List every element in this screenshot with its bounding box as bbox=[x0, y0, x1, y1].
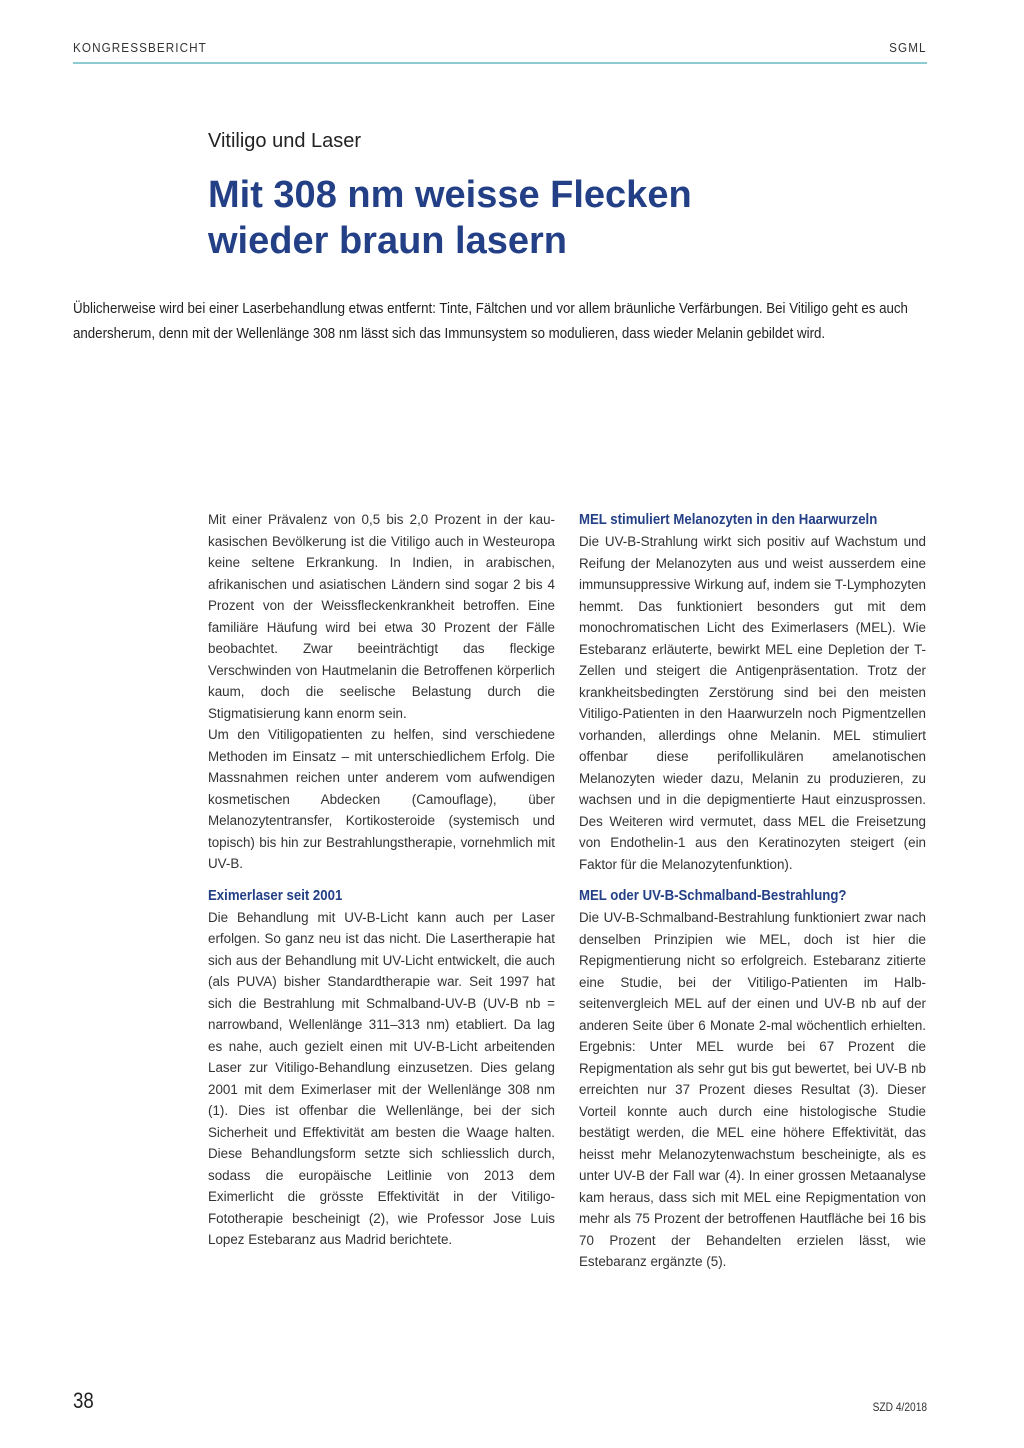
paragraph: Die Behandlung mit UV-B-Licht kann auch per Laser erfolgen. So ganz neu ist das nicht. Die Lasertherapie hat sich aus der Behandlung mit UV-Licht entwickelt, die auch (als PUVA) bisher Standardtherapie war. Seit 1997 hat sich die Bestrahlung mit Schmalband-UV-B (UV-B nb = narrowband, Wellenlänge 311–313 nm) etabliert. Da lag es nahe, auch gezielt einen mit UV-B-Licht arbeitenden Laser zur Vitiligo-Behandlung einzusetzen. Dies gelang 2001 mit dem Eximerlaser mit der Wellenlänge 308 nm (1). Dies ist offenbar die Wellenlänge, bei der sich Sicherheit und Effektivität am besten die Waage halten. Diese Behandlungsform setzte sich schliesslich durch, sodass die europäische Leitlinie von 2013 dem Eximerlicht die grösste Effektivität in der Vitiligo-Fototherapie bescheinigt (2), wie Professor Jose Luis Lopez Estebaranz aus Madrid berichtete. bbox=[208, 909, 555, 1247]
page-footer bbox=[73, 1388, 927, 1414]
paragraph: Die UV-B-Schmalband-Bestrahlung funktioniert zwar nach denselben Prinzipien wie MEL, doch ist hier die Repigmentierung nicht so erfolgreich. Estebaranz zitierte eine Studie, bei der Vitiligo-Patienten im Halbseitenvergleich MEL auf der einen und UV-B nb auf der anderen Seite über 6 Monate 2-mal wöchentlich erhielten. Ergebnis: Unter MEL wurde bei 67 Prozent die Repigmentation als sehr gut bis gut bewertet, bei UV-B nb erreichten nur 37 Prozent dieses Resultat (3). Dieser Vorteil konnte auch durch eine histologische Studie bestätigt werden, die MEL eine höhere Effektivität, das heisst mehr Melanozytenwachstum bescheinigte, als es unter UV-B der Fall war (4). In einer grossen Metaanalyse kam heraus, dass sich mit MEL eine Repigmentation von mehr als 75 Prozent der betroffenen Hautfläche bei 16 bis 70 Prozent der Behandelten erzielen lässt, wie Estebaranz ergänzte (5). bbox=[579, 910, 926, 1269]
society-label: SGML bbox=[889, 40, 927, 55]
column-left bbox=[208, 509, 555, 1251]
section-heading: MEL oder UV-B-Schmalband-Bestrahlung? bbox=[579, 887, 847, 904]
header-rule bbox=[73, 62, 927, 64]
running-head bbox=[73, 40, 927, 55]
article-title bbox=[208, 172, 828, 264]
title-line-1: Mit 308 nm weisse Flecken bbox=[208, 174, 692, 216]
title-line-2: wieder braun lasern bbox=[208, 220, 568, 262]
section-label: KONGRESSBERICHT bbox=[73, 40, 207, 55]
paragraph: Die UV-B-Strahlung wirkt sich positiv auf Wachstum und Reifung der Melanozyten aus und weist ausserdem eine immunsuppressive Wirkung auf, indem sie T-Lymphozyten hemmt. Das funktioniert besonders gut mit dem monochromatischen Licht des Eximerlasers (MEL). Wie Estebaranz erläuterte, bewirkt MEL eine Depletion der T-Zellen und steigert die Antigenpräsentation. Trotz der krankheitsbedingten Zerstörung sind bei den meisten Vitiligo-Patienten in den Haarwurzeln noch Pigmentzellen vorhanden, allerdings ohne Melanin. MEL stimuliert offenbar diese perifollikulären amelanotischen Melanozyten wieder dazu, Melanin zu produzieren, zu wachsen und in die depigmentierte Haut einzusprossen. Des Weiteren wird vermutet, dass MEL die Freisetzung von Endothelin-1 aus den Keratinozyten steigert (ein Faktor für die Melanozytenfunktion). bbox=[579, 534, 926, 872]
article-kicker: Vitiligo und Laser bbox=[208, 130, 362, 152]
paragraph: Mit einer Prävalenz von 0,5 bis 2,0 Prozent in der kaukasischen Bevölkerung ist die Vitiligo auch in Westeuropa keine seltene Erkrankung. In Indien, in arabischen, afrikanischen und asiatischen Ländern sind sogar 2 bis 4 Prozent von der Weissfleckenkrankheit betroffen. Eine familiäre Häufung wird bei etwa 30 Prozent der Fälle beobachtet. Zwar beeinträchtigt das fleckige Verschwinden von Hautmelanin die Betroffenen körperlich kaum, doch die seelische Belastung durch die Stigmatisierung kann enorm sein. bbox=[208, 512, 555, 721]
section-heading: Eximerlaser seit 2001 bbox=[208, 886, 343, 904]
article-lead: Üblicherweise wird bei einer Laserbehandlung etwas entfernt: Tinte, Fältchen und vor allem bräunliche Verfärbungen. Bei Vitiligo geht es auch andersherum, denn mit der Wellenlänge 308 nm lässt sich das Immunsystem so modulieren, dass wieder Melanin gebildet wird. bbox=[73, 301, 908, 342]
column-right bbox=[579, 509, 926, 1273]
paragraph: Um den Vitiligopatienten zu helfen, sind verschiedene Methoden im Einsatz – mit unterschiedlichem Erfolg. Die Massnahmen reichen unter anderem vom aufwendigen kosmetischen Abdecken (Camouflage), über Melanozytentransfer, Kortikosteroide (systemisch und topisch) bis hin zur Bestrahlungstherapie, vornehmlich mit UV-B. bbox=[208, 727, 555, 871]
section-heading: MEL stimuliert Melanozyten in den Haarwurzeln bbox=[579, 511, 878, 528]
page-number: 38 bbox=[73, 1388, 94, 1413]
issue-label: SZD 4/2018 bbox=[872, 1400, 927, 1414]
